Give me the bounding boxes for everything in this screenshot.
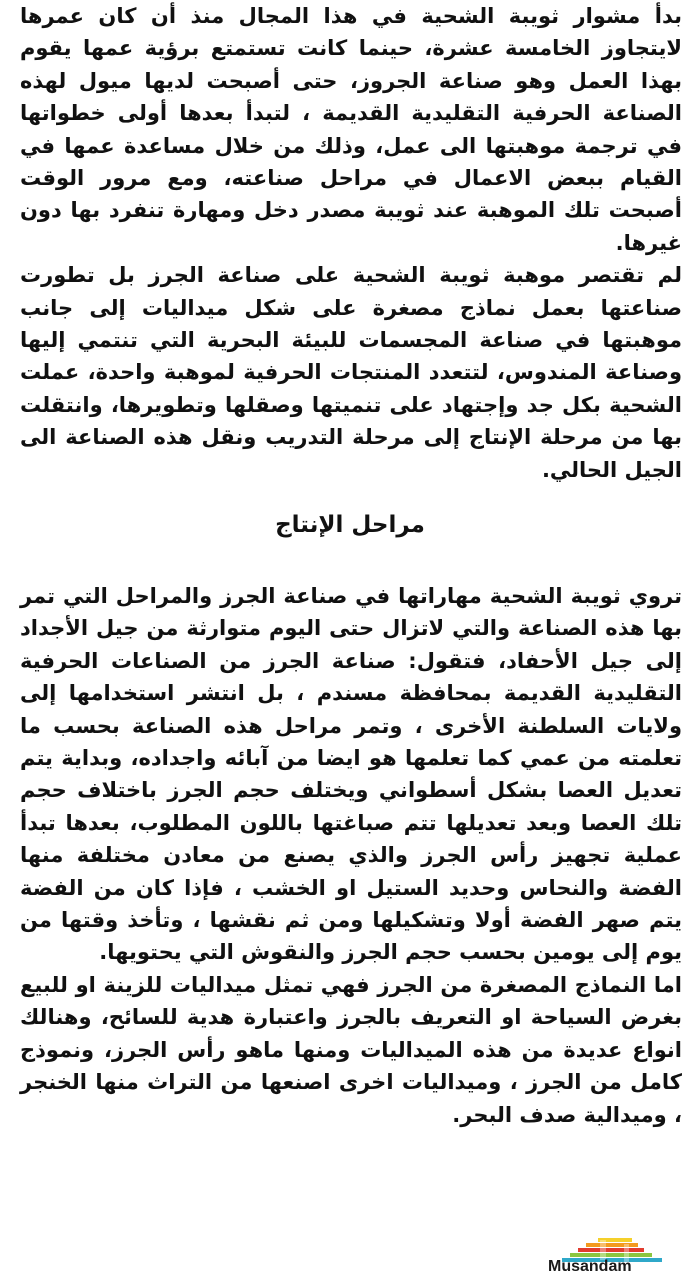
paragraph: بدأ مشوار ثويبة الشحية في هذا المجال منذ أن كان عمرها لايتجاوز الخامسة عشرة، حينما كانت تستمتع برؤية عمها يقوم بهذا العمل وهو صناعة الجروز، حتى أصبحت لديها ميول لهذه الصناعة الحرفية التقليدية القديمة ، لتبدأ بعدها أولى خطواتها في ترجمة موهبتها الى عمل، وذلك من خلال مساعدة عمها في القيام ببعض الاعمال في مراحل صناعته، ومع مرور الوقت أصبحت تلك الموهبة عند ثويبة مصدر دخل ومهارة تنفرد بها دون غيرها. <box>20 4 682 255</box>
section-heading: مراحل الإنتاج <box>275 512 425 538</box>
article-intro <box>20 0 682 486</box>
logo-text: Musandam <box>548 1258 632 1275</box>
article-production-stages <box>20 580 682 1131</box>
paragraph: اما النماذج المصغرة من الجرز فهي تمثل ميداليات للزينة او للبيع بغرض السياحة او التعريف بالجرز واعتبارة هدية للسائح، وهنالك انواع عديدة من هذه الميداليات ومنها ماهو رأس الجرز، ونموذج كامل من الجرز ، وميداليات اخرى اصنعها من التراث منها الخنجر ، وميدالية صدف البحر. <box>20 972 682 1127</box>
paragraph: تروي ثويبة الشحية مهاراتها في صناعة الجرز والمراحل التي تمر بها هذه الصناعة والتي لاتزال حتى اليوم متوارثة من جيل الأجداد إلى جيل الأحفاد، فتقول: صناعة الجرز من الصناعات الحرفية التقليدية القديمة بمحافظة مسندم ، بل انتشر استخدامها إلى ولايات السلطنة الأخرى ، وتمر مراحل هذه الصناعة بحسب ما تعلمته من عمي كما تعلمها هو ايضا من آبائه واجداده، وبداية يتم تعديل العصا بشكل أسطواني ويختلف حجم الجرز باختلاف حجم تلك العصا وبعد تعديلها تتم صباغتها باللون المطلوب، بعدها تبدأ عملية تجهيز رأس الجرز والذي يصنع من معادن مختلفة منها الفضة والنحاس وحديد الستيل او الخشب ، فإذا كان من الفضة يتم صهر الفضة أولا وتشكيلها ومن ثم نقشها ، وتأخذ وقتها من يوم إلى يومين بحسب حجم الجرز والنقوش التي يحتويها. <box>20 584 682 965</box>
paragraph: لم تقتصر موهبة ثويبة الشحية على صناعة الجرز بل تطورت صناعتها بعمل نماذج مصغرة على شكل ميداليات إلى جانب موهبتها في صناعة المجسمات للبيئة البحرية التي تنتمي إليها وصناعة المندوس، لتتعدد المنتجات الحرفية لموهبة واحدة، عملت الشحية بكل جد وإجتهاد على تنميتها وصقلها وتطويرها، وانتقلت بها من مرحلة الإنتاج إلى مرحلة التدريب ونقل هذه الصناعة الى الجيل الحالي. <box>20 263 682 482</box>
